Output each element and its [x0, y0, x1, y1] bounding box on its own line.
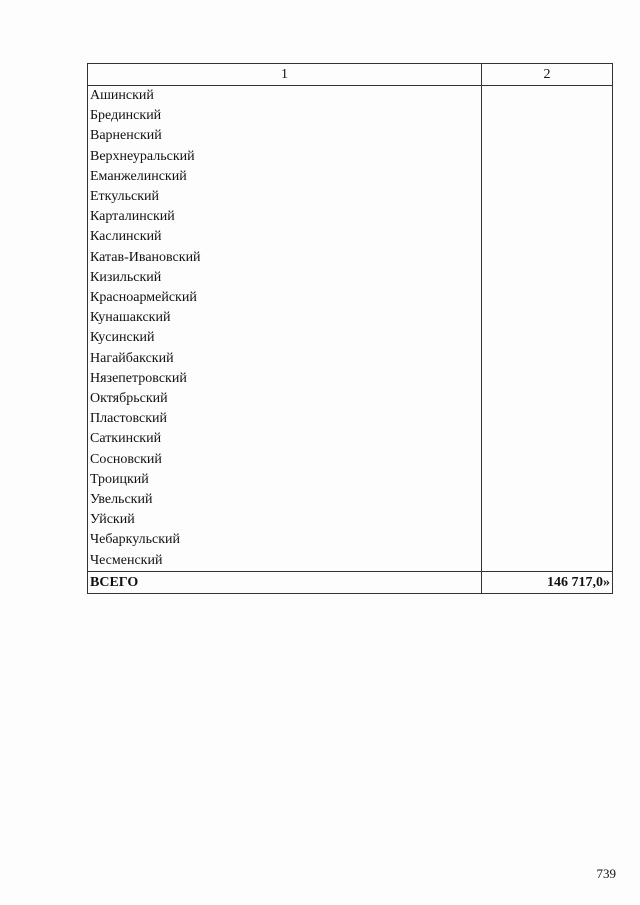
- table-row: [88, 227, 613, 247]
- table-row: [88, 126, 613, 146]
- district-value: [482, 490, 613, 510]
- district-name: Саткинский: [88, 429, 482, 449]
- district-name: Карталинский: [88, 207, 482, 227]
- table-row: [88, 207, 613, 227]
- district-name: Троицкий: [88, 470, 482, 490]
- district-value: [482, 551, 613, 572]
- district-value: [482, 450, 613, 470]
- district-value: [482, 409, 613, 429]
- district-value: [482, 268, 613, 288]
- table-header: [88, 64, 613, 86]
- district-name: Каслинский: [88, 227, 482, 247]
- district-name: Красноармейский: [88, 288, 482, 308]
- district-name: Уйский: [88, 510, 482, 530]
- district-name: Еткульский: [88, 187, 482, 207]
- district-name: Увельский: [88, 490, 482, 510]
- district-value: [482, 470, 613, 490]
- district-name: Нязепетровский: [88, 369, 482, 389]
- district-value: [482, 227, 613, 247]
- district-name: Катав-Ивановский: [88, 248, 482, 268]
- district-value: [482, 147, 613, 167]
- district-name: Кизильский: [88, 268, 482, 288]
- column-header-1: 1: [88, 64, 482, 86]
- table-row: [88, 349, 613, 369]
- district-name: Чесменский: [88, 551, 482, 572]
- table-row: [88, 450, 613, 470]
- district-table: [87, 63, 613, 594]
- district-value: [482, 207, 613, 227]
- district-value: [482, 328, 613, 348]
- district-value: [482, 187, 613, 207]
- district-name: Варненский: [88, 126, 482, 146]
- page-number: 739: [596, 866, 616, 881]
- table-row: [88, 328, 613, 348]
- district-name: Верхнеуральский: [88, 147, 482, 167]
- district-value: [482, 429, 613, 449]
- total-label: ВСЕГО: [88, 571, 482, 593]
- total-value: 146 717,0»: [482, 571, 613, 593]
- table-row: [88, 308, 613, 328]
- table-row: [88, 490, 613, 510]
- table-row: [88, 551, 613, 572]
- district-value: [482, 510, 613, 530]
- district-name: Пластовский: [88, 409, 482, 429]
- district-value: [482, 349, 613, 369]
- table-row: [88, 167, 613, 187]
- header-row: [88, 64, 613, 86]
- district-name: Чебаркульский: [88, 530, 482, 550]
- column-header-2: 2: [482, 64, 613, 86]
- district-value: [482, 167, 613, 187]
- table-row: [88, 288, 613, 308]
- table-row: [88, 389, 613, 409]
- table-row: [88, 147, 613, 167]
- table-row: [88, 470, 613, 490]
- district-name: Сосновский: [88, 450, 482, 470]
- district-name: Брединский: [88, 106, 482, 126]
- district-value: [482, 86, 613, 107]
- district-name: Кусинский: [88, 328, 482, 348]
- table-row: [88, 429, 613, 449]
- district-name: Нагайбакский: [88, 349, 482, 369]
- district-value: [482, 369, 613, 389]
- district-value: [482, 106, 613, 126]
- table-row: [88, 187, 613, 207]
- district-name: Октябрьский: [88, 389, 482, 409]
- table-row: [88, 409, 613, 429]
- table-row: [88, 86, 613, 107]
- district-name: Ашинский: [88, 86, 482, 107]
- district-value: [482, 288, 613, 308]
- table-row: [88, 530, 613, 550]
- table-row: [88, 248, 613, 268]
- district-value: [482, 126, 613, 146]
- district-value: [482, 308, 613, 328]
- table-body: [88, 86, 613, 572]
- total-row: [88, 571, 613, 593]
- table-row: [88, 268, 613, 288]
- district-name: Еманжелинский: [88, 167, 482, 187]
- table-footer: [88, 571, 613, 593]
- district-value: [482, 248, 613, 268]
- table-row: [88, 369, 613, 389]
- table-row: [88, 510, 613, 530]
- district-name: Кунашакский: [88, 308, 482, 328]
- table-row: [88, 106, 613, 126]
- district-value: [482, 530, 613, 550]
- district-value: [482, 389, 613, 409]
